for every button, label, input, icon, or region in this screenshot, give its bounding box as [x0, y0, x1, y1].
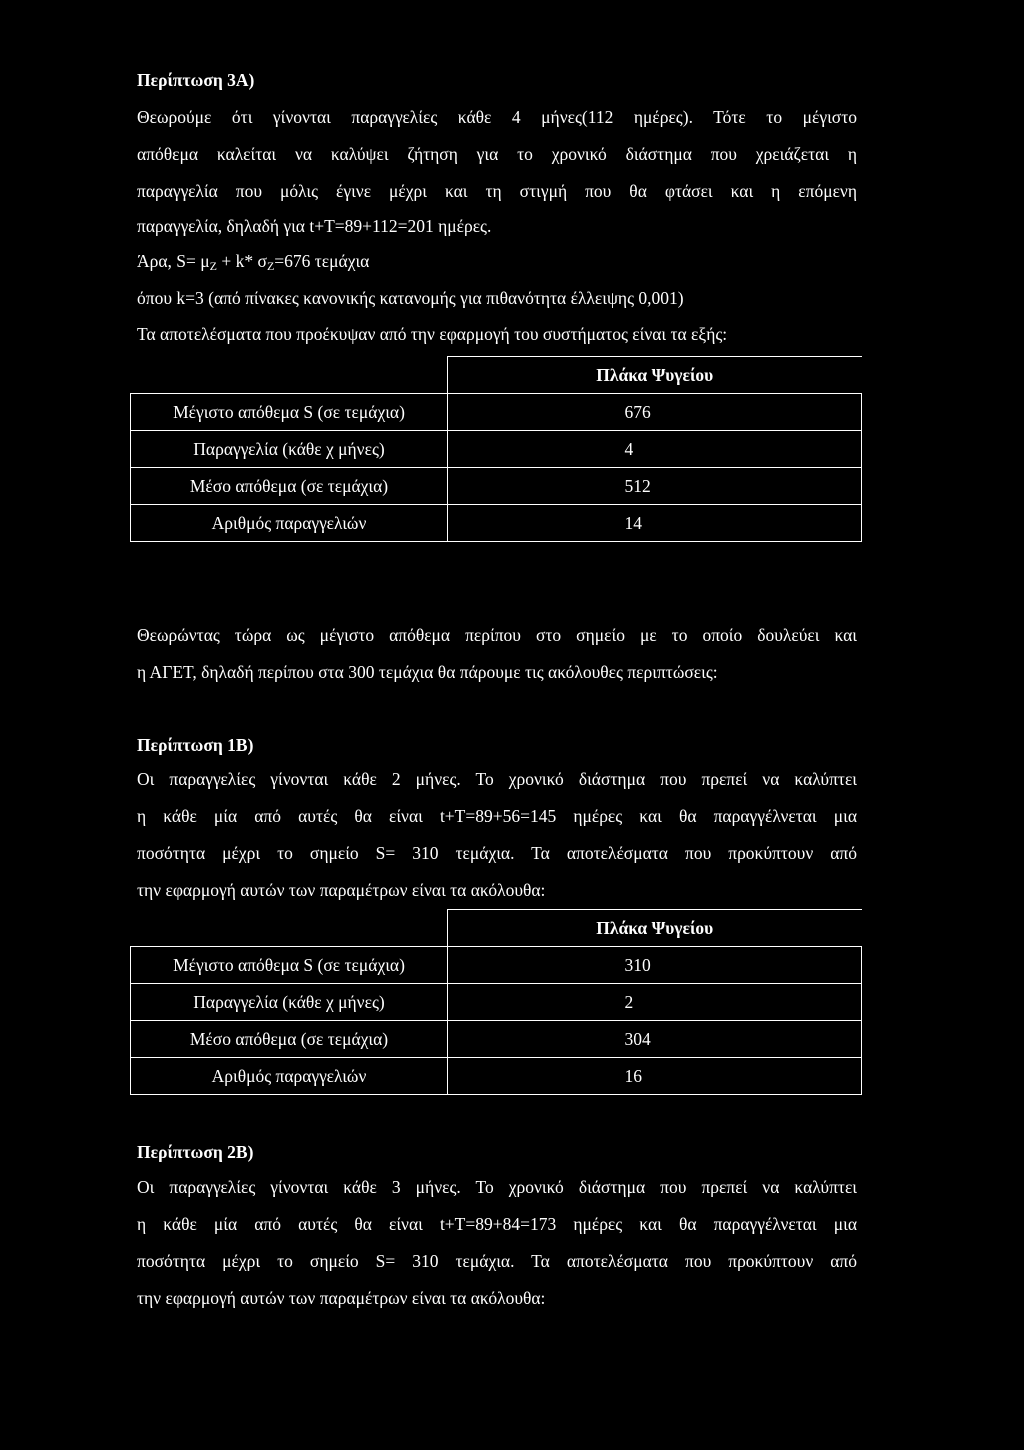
- formula-subscript-1: Z: [209, 259, 217, 273]
- case-2b-line-3: ποσότητα μέχρι το σημείο S= 310 τεμάχια. Τα αποτελέσματα που προκύπτουν από: [137, 1251, 857, 1271]
- row-value: 2: [624, 991, 634, 1012]
- row-label: Παραγγελία (κάθε χ μήνες): [131, 431, 448, 468]
- row-label: Μέγιστο απόθεμα S (σε τεμάχια): [131, 394, 448, 431]
- formula-subscript-2: Z: [266, 259, 275, 273]
- row-value: 676: [624, 401, 651, 422]
- case-3a-line-2: απόθεμα καλείται να καλύψει ζήτηση για το χρονικό διάστημα που χρειάζεται η: [137, 144, 857, 164]
- formula-prefix: Άρα, S= μ: [137, 251, 210, 271]
- transition-line-2: η ΑΓΕΤ, δηλαδή περίπου στα 300 τεμάχια θα πάρουμε τις ακόλουθες περιπτώσεις:: [137, 662, 718, 682]
- formula-suffix: =676 τεμάχια: [274, 251, 370, 271]
- transition-line-1: Θεωρώντας τώρα ως μέγιστο απόθεμα περίπου στο σημείο με το οποίο δουλεύει και: [137, 625, 857, 645]
- row-value: 14: [624, 512, 642, 533]
- table-row: [131, 431, 862, 468]
- row-value: 310: [624, 954, 651, 975]
- case-2b-heading: Περίπτωση 2Β): [137, 1142, 254, 1162]
- row-label: Αριθμός παραγγελιών: [131, 505, 448, 542]
- table-row: [131, 1021, 862, 1058]
- formula-middle: + k* σ: [217, 251, 267, 271]
- row-label: Μέσο απόθεμα (σε τεμάχια): [131, 468, 448, 505]
- case-2b-line-4: την εφαρμογή αυτών των παραμέτρων είναι τα ακόλουθα:: [137, 1288, 546, 1308]
- table-row: [131, 468, 862, 505]
- table-corner: [131, 910, 448, 947]
- row-value: 4: [624, 438, 634, 459]
- row-value: 512: [624, 475, 651, 496]
- table-row: [131, 1058, 862, 1095]
- row-label: Παραγγελία (κάθε χ μήνες): [131, 984, 448, 1021]
- formula-line: [137, 250, 857, 277]
- case-3a-line-1: Θεωρούμε ότι γίνονται παραγγελίες κάθε 4 μήνες(112 ημέρες). Τότε το μέγιστο: [137, 107, 857, 127]
- table-row: [131, 394, 862, 431]
- row-value: 16: [624, 1065, 642, 1086]
- results-table-1b: [130, 909, 862, 1095]
- case-1b-line-4: την εφαρμογή αυτών των παραμέτρων είναι τα ακόλουθα:: [137, 880, 546, 900]
- case-3a-line-3: παραγγελία που μόλις έγινε μέχρι και τη στιγμή που θα φτάσει και η επόμενη: [137, 181, 857, 201]
- table-row: [131, 984, 862, 1021]
- results-table-3a: [130, 356, 862, 542]
- case-3a-heading: Περίπτωση 3Α): [137, 70, 255, 90]
- k-note: όπου k=3 (από πίνακες κανονικής κατανομής για πιθανότητα έλλειψης 0,001): [137, 288, 684, 308]
- case-2b-line-2: η κάθε μία από αυτές θα είναι t+T=89+84=173 ημέρες και θα παραγγέλνεται μια: [137, 1214, 857, 1234]
- row-label: Μέγιστο απόθεμα S (σε τεμάχια): [131, 947, 448, 984]
- case-1b-heading: Περίπτωση 1Β): [137, 735, 254, 755]
- table-row: [131, 947, 862, 984]
- table-header: Πλάκα Ψυγείου: [448, 910, 862, 947]
- case-3a-line-4: παραγγελία, δηλαδή για t+T=89+112=201 ημέρες.: [137, 216, 492, 236]
- table-header: Πλάκα Ψυγείου: [448, 357, 862, 394]
- case-2b-line-1: Οι παραγγελίες γίνονται κάθε 3 μήνες. Το χρονικό διάστημα που πρεπεί να καλύπτει: [137, 1177, 857, 1197]
- row-value: 304: [624, 1028, 651, 1049]
- table-corner: [131, 357, 448, 394]
- results-intro: Τα αποτελέσματα που προέκυψαν από την εφαρμογή του συστήματος είναι τα εξής:: [137, 324, 728, 344]
- row-label: Αριθμός παραγγελιών: [131, 1058, 448, 1095]
- case-1b-line-3: ποσότητα μέχρι το σημείο S= 310 τεμάχια. Τα αποτελέσματα που προκύπτουν από: [137, 843, 857, 863]
- case-1b-line-2: η κάθε μία από αυτές θα είναι t+T=89+56=145 ημέρες και θα παραγγέλνεται μια: [137, 806, 857, 826]
- table-row: [131, 505, 862, 542]
- case-1b-line-1: Οι παραγγελίες γίνονται κάθε 2 μήνες. Το χρονικό διάστημα που πρεπεί να καλύπτει: [137, 769, 857, 789]
- row-label: Μέσο απόθεμα (σε τεμάχια): [131, 1021, 448, 1058]
